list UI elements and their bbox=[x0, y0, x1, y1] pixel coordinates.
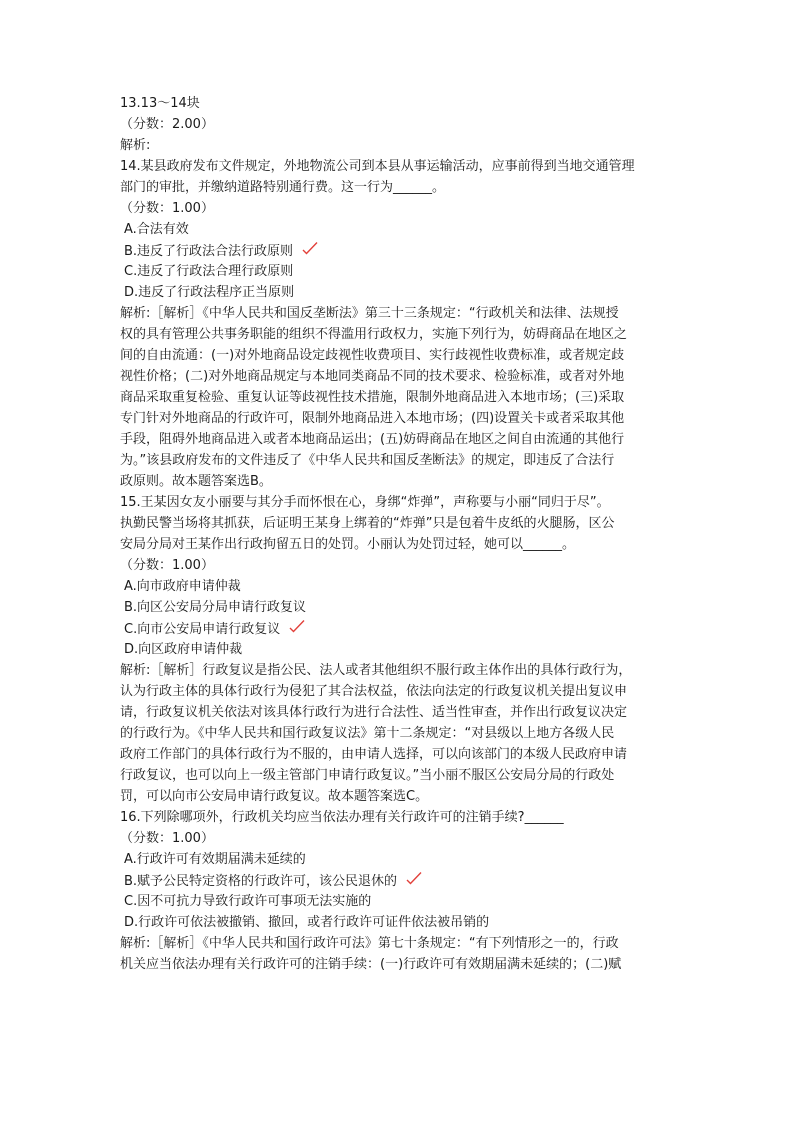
q14-stem: 部门的审批，并缴纳道路特别通行费。这一行为______。 bbox=[120, 180, 446, 195]
q16-option-a: A.行政许可有效期届满未延续的 bbox=[124, 852, 306, 867]
q14-analysis: 专门针对外地商品的行政许可，限制外地商品进入本地市场；(四)设置关卡或者采取其他 bbox=[120, 411, 625, 426]
q14-analysis: 视性价格；(二)对外地商品规定与本地同类商品不同的技术要求、检验标准，或者对外地 bbox=[120, 369, 625, 384]
q15-analysis: 罚，可以向市公安局申请行政复议。故本题答案选C。 bbox=[120, 789, 429, 804]
q15-analysis: 政府工作部门的具体行政行为不服的，由申请人选择，可以向该部门的本级人民政府申请 bbox=[120, 747, 628, 762]
q15-option-a: A.向市政府申请仲裁 bbox=[124, 579, 241, 594]
q15-analysis: 的行政行为。《中华人民共和国行政复议法》第十二条规定：“对县级以上地方各级人民 bbox=[120, 726, 615, 741]
q15-score: （分数：1.00） bbox=[120, 558, 214, 573]
q16-stem: 16.下列除哪项外，行政机关均应当依法办理有关行政许可的注销手续?______ bbox=[120, 810, 564, 825]
option-text: B.赋予公民特定资格的行政许可，该公民退休的 bbox=[124, 874, 398, 889]
q14-option-d: D.违反了行政法程序正当原则 bbox=[124, 285, 295, 300]
checkmark-icon bbox=[288, 619, 306, 640]
q13-score: （分数：2.00） bbox=[120, 117, 214, 132]
q16-option-b bbox=[124, 871, 423, 891]
q14-score: （分数：1.00） bbox=[120, 201, 214, 216]
q15-stem: 执勤民警当场将其抓获，后证明王某身上绑着的“炸弹”只是包着牛皮纸的火腿肠，区公 bbox=[120, 516, 615, 531]
q14-stem: 14.某县政府发布文件规定，外地物流公司到本县从事运输活动，应事前得到当地交通管理 bbox=[120, 159, 635, 174]
q14-analysis: 为。”该县政府发布的文件违反了《中华人民共和国反垄断法》的规定，即违反了合法行 bbox=[120, 453, 615, 468]
q15-option-b: B.向区公安局分局申请行政复议 bbox=[124, 600, 307, 615]
q14-analysis: 解析:［解析］《中华人民共和国反垄断法》第三十三条规定：“行政机关和法律、法规授 bbox=[120, 306, 619, 321]
q14-analysis: 间的自由流通：(一)对外地商品设定歧视性收费项目、实行歧视性收费标准，或者规定歧 bbox=[120, 348, 625, 363]
q14-analysis: 政原则。故本题答案选B。 bbox=[120, 474, 272, 489]
q14-analysis: 手段，阻碍外地商品进入或者本地商品运出；(五)妨碍商品在地区之间自由流通的其他行 bbox=[120, 432, 625, 447]
checkmark-icon bbox=[301, 241, 319, 262]
q16-option-c: C.因不可抗力导致行政许可事项无法实施的 bbox=[124, 894, 372, 909]
q14-analysis: 商品采取重复检验、重复认证等歧视性技术措施，限制外地商品进入本地市场；(三)采取 bbox=[120, 390, 625, 405]
q16-analysis: 解析:［解析］《中华人民共和国行政许可法》第七十条规定：“有下列情形之一的，行政 bbox=[120, 936, 619, 951]
q14-analysis: 权的具有管理公共事务职能的组织不得滥用行政权力，实施下列行为，妨碍商品在地区之 bbox=[120, 327, 628, 342]
q15-stem: 15.王某因女友小丽要与其分手而怀恨在心，身绑“炸弹”，声称要与小丽“同归于尽”。 bbox=[120, 495, 610, 510]
q14-option-a: A.合法有效 bbox=[124, 222, 189, 237]
q13-analysis: 解析: bbox=[120, 138, 151, 153]
q15-analysis: 请，行政复议机关依法对该具体行政行为进行合法性、适当性审查，并作出行政复议决定 bbox=[120, 705, 628, 720]
q15-analysis: 行政复议，也可以向上一级主管部门申请行政复议。”当小丽不服区公安局分局的行政处 bbox=[120, 768, 615, 783]
q14-option-b bbox=[124, 241, 319, 261]
q16-score: （分数：1.00） bbox=[120, 831, 214, 846]
option-text: C.向市公安局申请行政复议 bbox=[124, 622, 281, 637]
checkmark-icon bbox=[405, 871, 423, 892]
q15-analysis: 解析:［解析］行政复议是指公民、法人或者其他组织不服行政主体作出的具体行政行为， bbox=[120, 663, 632, 678]
q13-answer: 13.13～14块 bbox=[120, 96, 200, 111]
q16-analysis: 机关应当依法办理有关行政许可的注销手续：(一)行政许可有效期届满未延续的；(二)赋 bbox=[120, 957, 622, 972]
q15-option-c bbox=[124, 619, 306, 639]
q16-option-d: D.行政许可依法被撤销、撤回，或者行政许可证件依法被吊销的 bbox=[124, 915, 490, 930]
q15-analysis: 认为行政主体的具体行政行为侵犯了其合法权益，依法向法定的行政复议机关提出复议申 bbox=[120, 684, 628, 699]
q15-option-d: D.向区政府申请仲裁 bbox=[124, 642, 243, 657]
q15-stem: 安局分局对王某作出行政拘留五日的处罚。小丽认为处罚过轻，她可以______。 bbox=[120, 537, 576, 552]
option-text: B.违反了行政法合法行政原则 bbox=[124, 244, 294, 259]
q14-option-c: C.违反了行政法合理行政原则 bbox=[124, 264, 294, 279]
